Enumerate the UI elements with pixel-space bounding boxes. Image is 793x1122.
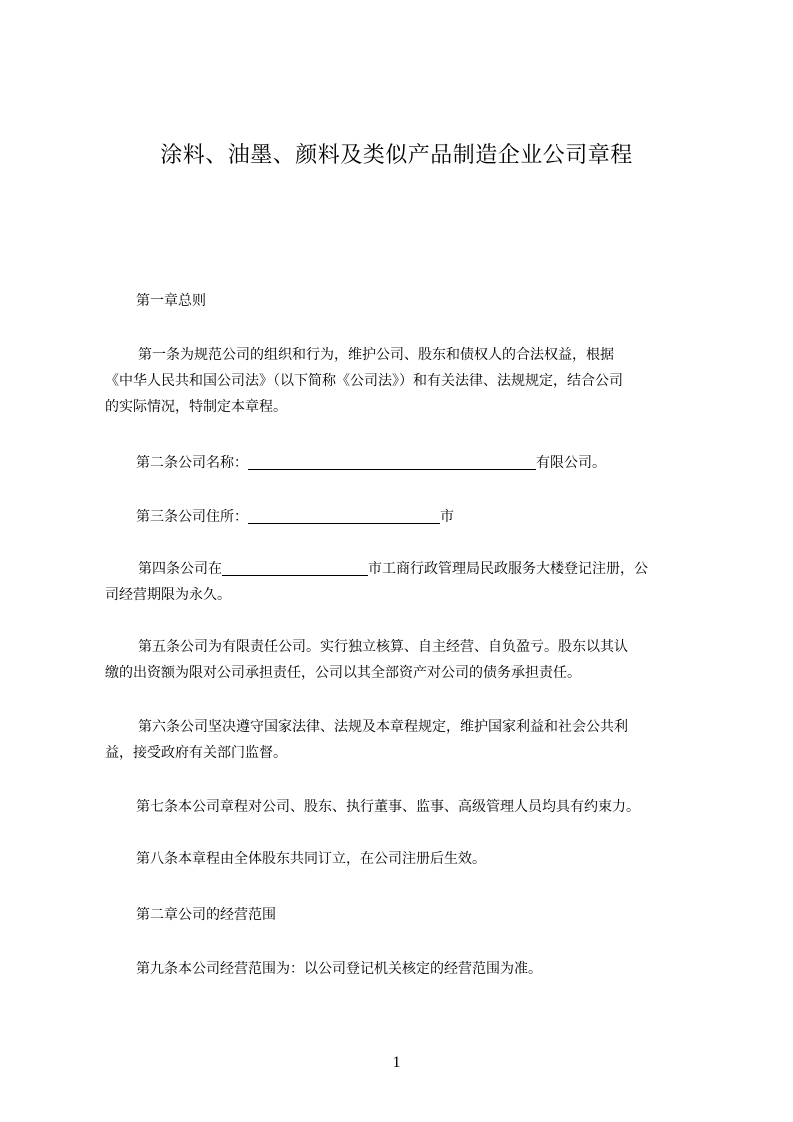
article-4-line-2: 司经营期限为永久。 bbox=[105, 587, 231, 603]
company-name-blank[interactable] bbox=[248, 453, 536, 470]
article-9: 第九条本公司经营范围为：以公司登记机关核定的经营范围为准。 bbox=[136, 961, 542, 977]
article-4-line-1 bbox=[105, 556, 705, 582]
article-5-line-2: 缴的出资额为限对公司承担责任，公司以其全部资产对公司的债务承担责任。 bbox=[105, 665, 581, 681]
article-4 bbox=[105, 556, 705, 608]
article-3 bbox=[136, 504, 736, 530]
article-5 bbox=[105, 634, 705, 686]
article-6 bbox=[105, 714, 705, 766]
article-1 bbox=[105, 342, 705, 420]
article-2-prefix: 第二条公司名称： bbox=[136, 455, 248, 471]
article-4-prefix: 第四条公司在 bbox=[138, 561, 222, 577]
article-8: 第八条本章程由全体股东共同订立，在公司注册后生效。 bbox=[136, 851, 486, 867]
article-4-suffix: 市工商行政管理局民政服务大楼登记注册，公 bbox=[368, 561, 648, 577]
article-6-line-2: 益，接受政府有关部门监督。 bbox=[105, 745, 287, 761]
article-3-prefix: 第三条公司住所： bbox=[136, 509, 248, 525]
article-2-suffix: 有限公司。 bbox=[536, 455, 606, 471]
chapter-2-heading: 第二章公司的经营范围 bbox=[136, 907, 276, 923]
article-1-line-3: 的实际情况，特制定本章程。 bbox=[105, 399, 287, 415]
article-1-line-2: 《中华人民共和国公司法》（以下简称《公司法》）和有关法律、法规规定，结合公司 bbox=[105, 373, 623, 389]
article-1-line-1: 第一条为规范公司的组织和行为，维护公司、股东和债权人的合法权益，根据 bbox=[138, 347, 614, 363]
registration-city-blank[interactable] bbox=[222, 559, 368, 576]
article-7: 第七条本公司章程对公司、股东、执行董事、监事、高级管理人员均具有约束力。 bbox=[136, 799, 640, 815]
article-2 bbox=[136, 450, 736, 476]
article-3-suffix: 市 bbox=[440, 509, 454, 525]
company-address-blank[interactable] bbox=[248, 507, 440, 524]
article-5-line-1: 第五条公司为有限责任公司。实行独立核算、自主经营、自负盈亏。股东以其认 bbox=[138, 639, 628, 655]
page-number: 1 bbox=[392, 1054, 401, 1071]
article-6-line-1: 第六条公司坚决遵守国家法律、法规及本章程规定，维护国家利益和社会公共利 bbox=[138, 719, 628, 735]
document-title: 涂料、油墨、颜料及类似产品制造企业公司章程 bbox=[160, 143, 633, 168]
chapter-1-heading: 第一章总则 bbox=[136, 293, 206, 309]
